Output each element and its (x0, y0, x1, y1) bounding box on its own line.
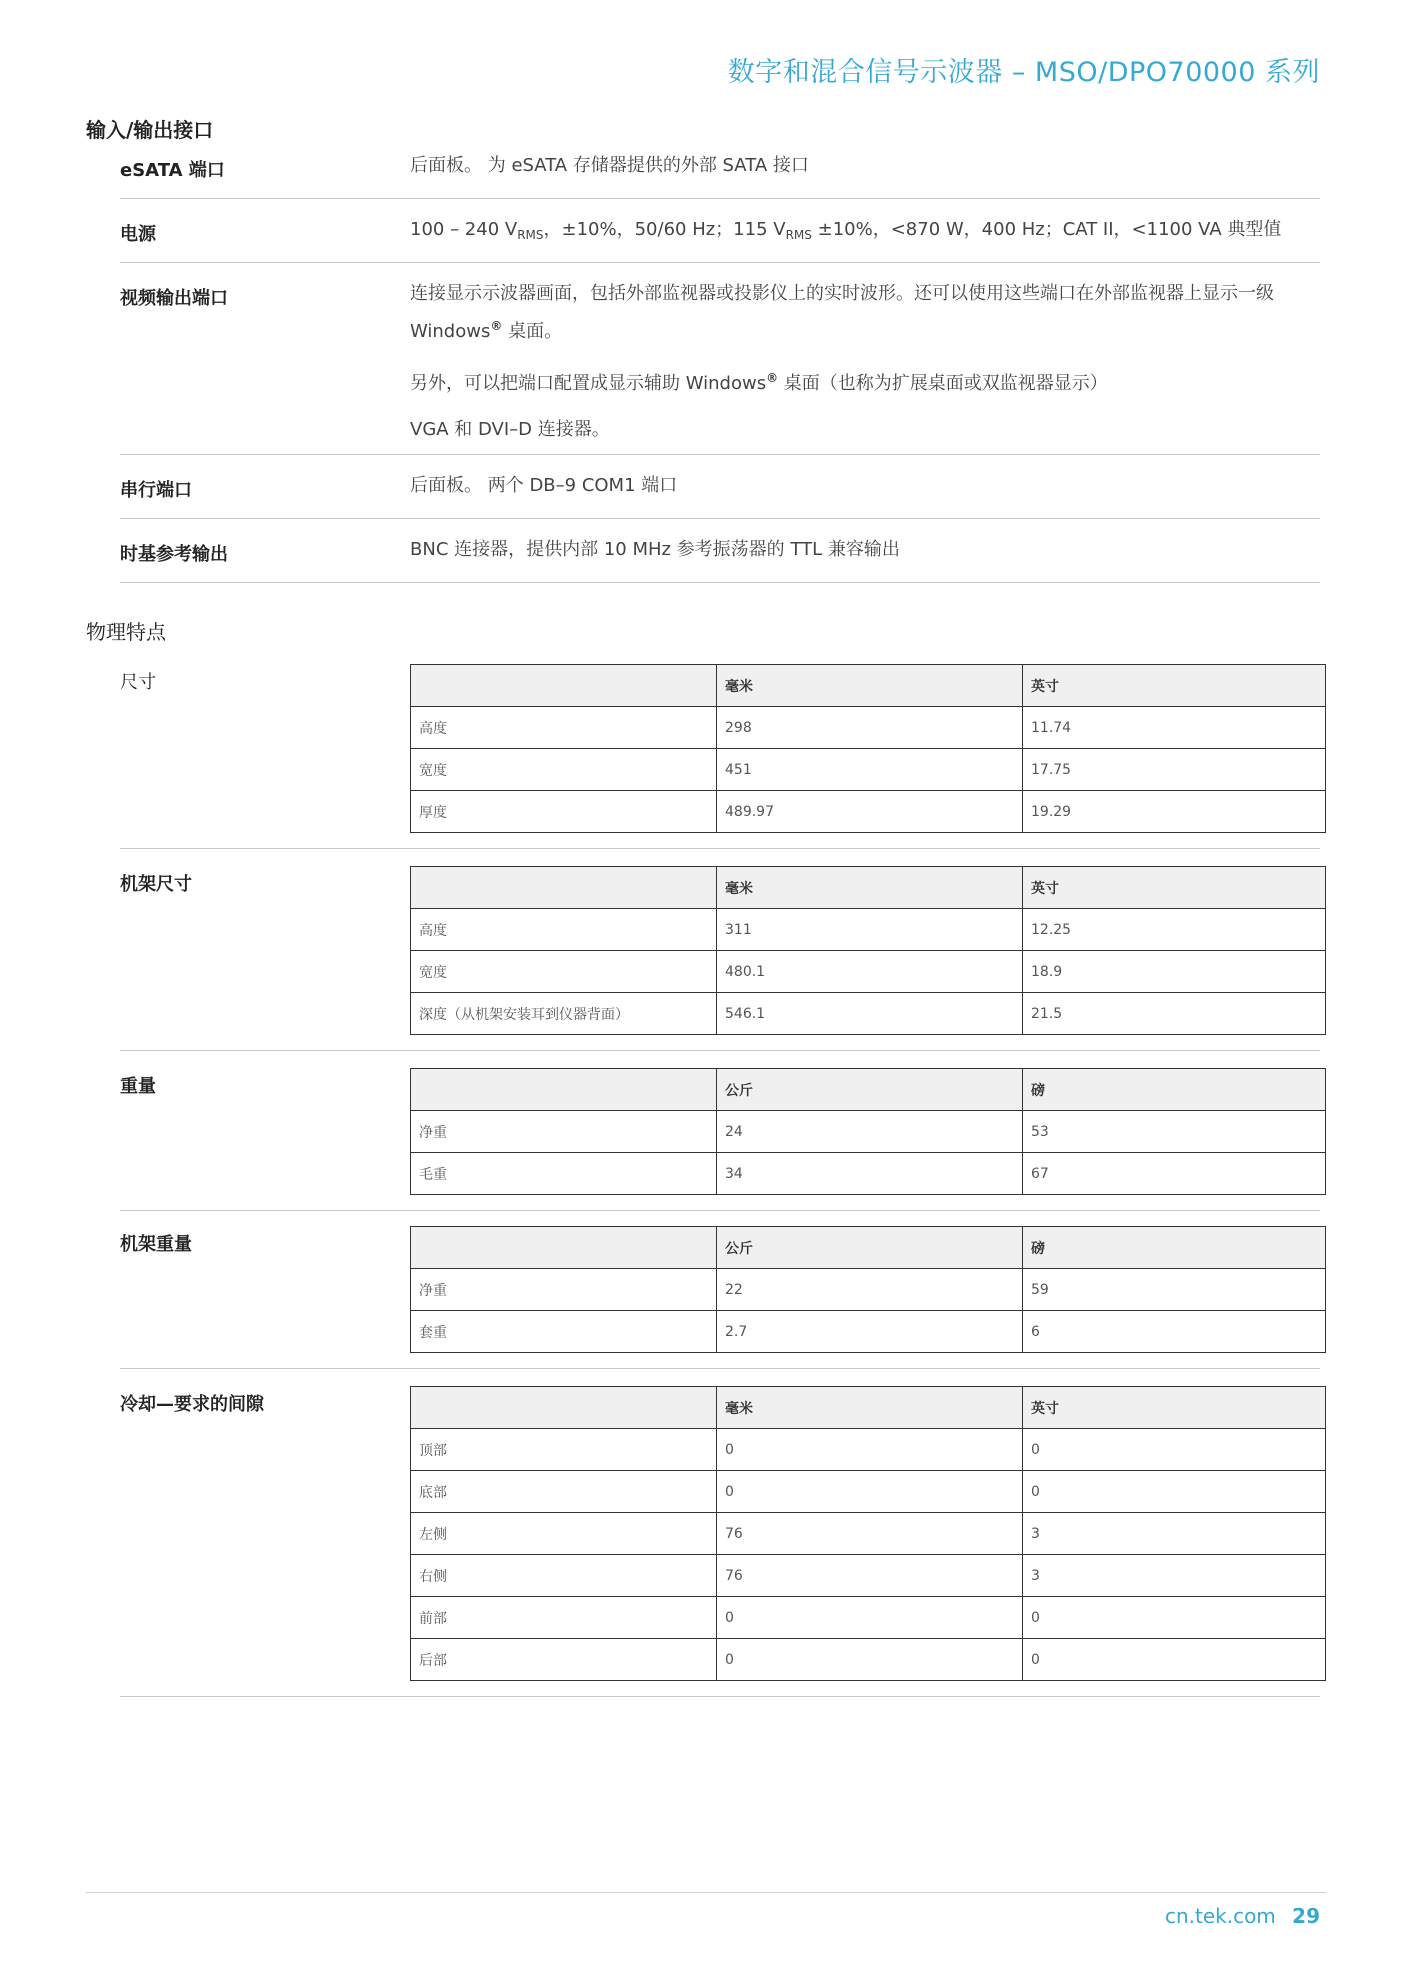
spec-label: 尺寸 (120, 672, 156, 693)
table-cell: 3 (1023, 1513, 1326, 1555)
page-footer (1165, 1904, 1320, 1928)
table-row (411, 993, 1326, 1035)
table-cell: 19.29 (1023, 791, 1326, 833)
table-header-row (411, 1227, 1326, 1269)
table-cell: 76 (717, 1555, 1023, 1597)
table-header (411, 1387, 717, 1429)
weight-table (410, 1068, 1326, 1195)
dimensions-table (410, 664, 1326, 833)
spec-label: 重量 (120, 1076, 156, 1097)
table-row (411, 1429, 1326, 1471)
spec-label: 串行端口 (120, 480, 192, 501)
spec-label: 冷却—要求的间隙 (120, 1394, 264, 1415)
table-header: 磅 (1023, 1227, 1326, 1269)
table-cell: 0 (1023, 1597, 1326, 1639)
table-cell: 宽度 (411, 749, 717, 791)
table-row (411, 951, 1326, 993)
spec-value: 连接显示示波器画面，包括外部监视器或投影仪上的实时波形。还可以使用这些端口在外部监视器上显示一级 Windows® 桌面。 另外，可以把端口配置成显示辅助 Windows® 桌面（也称为扩展桌面或双监视器显示） VGA 和 DVI–D 连接器。 (410, 283, 1274, 440)
spec-row-video-out (120, 284, 1320, 455)
table-cell: 451 (717, 749, 1023, 791)
table-row (411, 1555, 1326, 1597)
table-cell: 0 (1023, 1471, 1326, 1513)
spec-label: 机架重量 (120, 1234, 192, 1255)
table-cell: 底部 (411, 1471, 717, 1513)
table-cell: 11.74 (1023, 707, 1326, 749)
table-header: 毫米 (717, 1387, 1023, 1429)
table-cell: 17.75 (1023, 749, 1326, 791)
table-header: 毫米 (717, 665, 1023, 707)
table-row (411, 1471, 1326, 1513)
spec-value: 100 – 240 $V_{RMS}$，±10%，50/60 Hz；115 $V_{RMS} \pm 10\%$，<870 W，400 Hz；CAT II，<1100 VA 典型值 (410, 219, 1282, 242)
table-header (411, 665, 717, 707)
spec-row-timebase-ref (120, 540, 1320, 583)
table-cell: 76 (717, 1513, 1023, 1555)
table-cell: 0 (717, 1639, 1023, 1681)
table-header: 磅 (1023, 1069, 1326, 1111)
table-cell: 6 (1023, 1311, 1326, 1353)
table-cell: 前部 (411, 1597, 717, 1639)
table-cell: 59 (1023, 1269, 1326, 1311)
rack-dimensions-table (410, 866, 1326, 1035)
rack-weight-table (410, 1226, 1326, 1353)
spec-row-esata (120, 156, 1320, 199)
table-row (411, 791, 1326, 833)
table-cell: 0 (717, 1429, 1023, 1471)
table-header (411, 1227, 717, 1269)
table-header: 公斤 (717, 1069, 1023, 1111)
spec-label: 机架尺寸 (120, 874, 192, 895)
table-cell: 净重 (411, 1269, 717, 1311)
table-cell: 3 (1023, 1555, 1326, 1597)
spec-label: eSATA 端口 (120, 160, 225, 181)
table-header: 英寸 (1023, 665, 1326, 707)
table-cell: 厚度 (411, 791, 717, 833)
table-header-row (411, 867, 1326, 909)
table-row (411, 1269, 1326, 1311)
spec-row-serial (120, 476, 1320, 519)
table-row (411, 909, 1326, 951)
table-cell: 宽度 (411, 951, 717, 993)
spec-value: 后面板。 两个 DB–9 COM1 端口 (410, 475, 678, 496)
table-cell: 后部 (411, 1639, 717, 1681)
table-cell: 高度 (411, 707, 717, 749)
spec-row-power (120, 220, 1320, 263)
page-number: 29 (1292, 1904, 1320, 1928)
table-cell: 546.1 (717, 993, 1023, 1035)
spec-value: BNC 连接器，提供内部 10 MHz 参考振荡器的 TTL 兼容输出 (410, 539, 900, 560)
page-header-title: 数字和混合信号示波器 – MSO/DPO70000 系列 (727, 57, 1320, 88)
table-header-row (411, 1069, 1326, 1111)
spec-label: 电源 (120, 224, 156, 245)
footer-divider (86, 1892, 1326, 1893)
table-header: 英寸 (1023, 1387, 1326, 1429)
table-header (411, 867, 717, 909)
table-cell: 53 (1023, 1111, 1326, 1153)
table-cell: 左侧 (411, 1513, 717, 1555)
table-row (411, 1639, 1326, 1681)
table-row (411, 749, 1326, 791)
spec-value: 后面板。 为 eSATA 存储器提供的外部 SATA 接口 (410, 155, 809, 176)
table-cell: 298 (717, 707, 1023, 749)
table-cell: 净重 (411, 1111, 717, 1153)
table-cell: 0 (717, 1597, 1023, 1639)
table-header-row (411, 1387, 1326, 1429)
table-row (411, 1153, 1326, 1195)
table-header: 毫米 (717, 867, 1023, 909)
spec-label: 视频输出端口 (120, 288, 228, 309)
footer-site-link[interactable]: cn.tek.com (1164, 1904, 1276, 1928)
section-title-physical: 物理特点 (86, 620, 166, 644)
table-header (411, 1069, 717, 1111)
table-cell: 2.7 (717, 1311, 1023, 1353)
table-cell: 21.5 (1023, 993, 1326, 1035)
table-cell: 34 (717, 1153, 1023, 1195)
table-cell: 24 (717, 1111, 1023, 1153)
table-row (411, 1597, 1326, 1639)
table-header: 英寸 (1023, 867, 1326, 909)
table-cell: 0 (1023, 1639, 1326, 1681)
table-cell: 深度（从机架安装耳到仪器背面） (411, 993, 717, 1035)
cooling-clearance-table (410, 1386, 1326, 1681)
spec-label: 时基参考输出 (120, 544, 228, 565)
table-cell: 480.1 (717, 951, 1023, 993)
table-cell: 高度 (411, 909, 717, 951)
table-cell: 18.9 (1023, 951, 1326, 993)
table-row (411, 707, 1326, 749)
table-cell: 右侧 (411, 1555, 717, 1597)
table-cell: 套重 (411, 1311, 717, 1353)
table-cell: 22 (717, 1269, 1023, 1311)
table-row (411, 1111, 1326, 1153)
table-cell: 0 (717, 1471, 1023, 1513)
table-cell: 0 (1023, 1429, 1326, 1471)
table-cell: 67 (1023, 1153, 1326, 1195)
table-cell: 12.25 (1023, 909, 1326, 951)
table-cell: 489.97 (717, 791, 1023, 833)
table-header-row (411, 665, 1326, 707)
table-cell: 毛重 (411, 1153, 717, 1195)
table-cell: 顶部 (411, 1429, 717, 1471)
table-row (411, 1513, 1326, 1555)
table-cell: 311 (717, 909, 1023, 951)
section-title-io: 输入/输出接口 (86, 118, 214, 142)
table-header: 公斤 (717, 1227, 1023, 1269)
table-row (411, 1311, 1326, 1353)
